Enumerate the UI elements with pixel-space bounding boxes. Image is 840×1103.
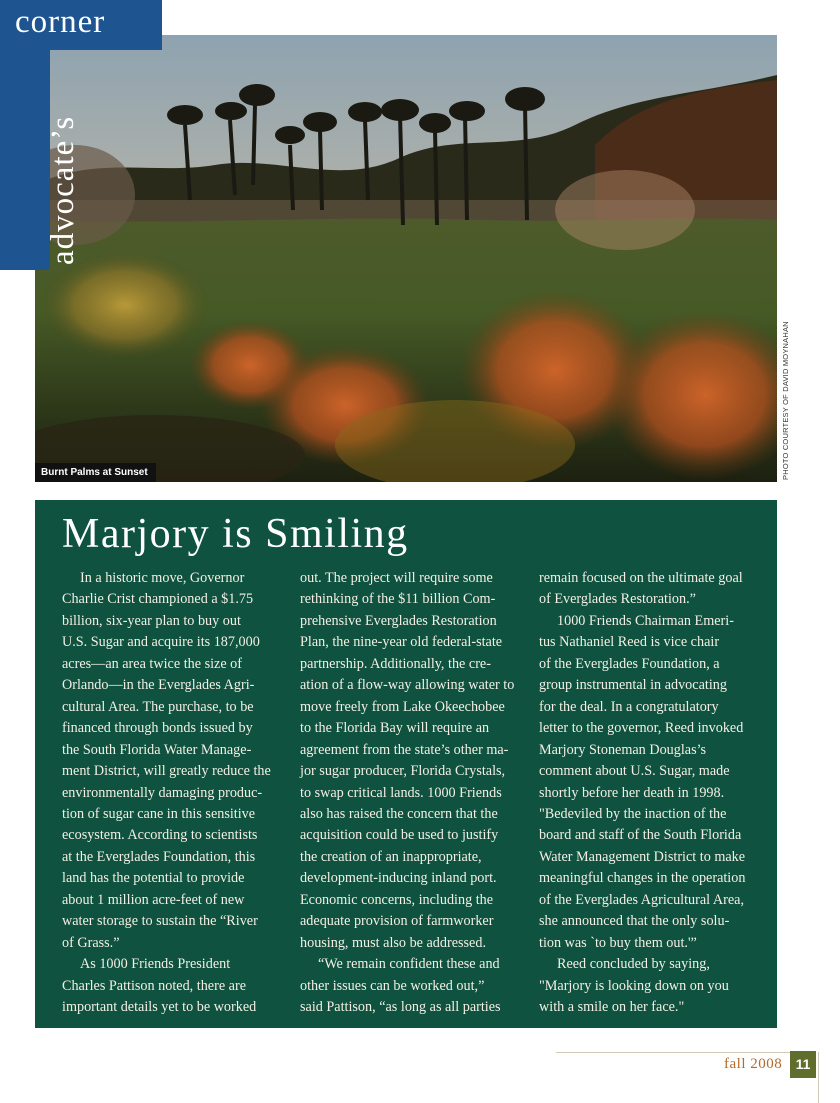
text-line: U.S. Sugar and acquire its 187,000 (62, 634, 260, 651)
paragraph (539, 611, 769, 954)
footer-rule (556, 1052, 816, 1053)
text-line: shortly before her death in 1998. (539, 784, 725, 801)
text-line: move freely from Lake Okeechobee (300, 698, 505, 715)
text-line: Orlando—in the Everglades Agri- (62, 677, 255, 694)
text-line: Reed concluded by saying, (557, 956, 710, 973)
text-line: group instrumental in advocating (539, 677, 727, 694)
text-line: cultural Area. The purchase, to be (62, 698, 254, 715)
article-column-1 (62, 568, 292, 1019)
text-line: Water Management District to make (539, 848, 746, 865)
text-line: prehensive Everglades Restoration (300, 612, 497, 629)
text-line: water storage to sustain the “River (62, 913, 258, 930)
text-line: out. The project will require some (300, 570, 493, 586)
text-line: Marjory Stoneman Douglas’s (539, 741, 707, 758)
text-line: with a smile on her face." (539, 999, 685, 1016)
article-title: Marjory is Smiling (62, 511, 409, 557)
text-line: acquisition could be used to justify (300, 827, 499, 844)
text-line: at the Everglades Foundation, this (62, 848, 256, 865)
text-line: important details yet to be worked (62, 999, 257, 1016)
text-line: meaningful changes in the operation (539, 870, 746, 887)
section-side-word: advocate’s (45, 115, 81, 265)
text-line: housing, must also be addressed. (300, 934, 486, 951)
text-line: partnership. Additionally, the cre- (300, 655, 491, 672)
page-number: 11 (790, 1051, 816, 1078)
text-line: In a historic move, Governor (80, 570, 245, 586)
text-line: the South Florida Water Manage- (62, 741, 252, 758)
landscape-photo (35, 35, 777, 482)
text-line: land has the potential to provide (62, 870, 245, 887)
text-line: Charlie Crist championed a $1.75 (62, 591, 254, 608)
text-line: board and staff of the South Florida (539, 827, 742, 844)
paragraph (62, 568, 292, 954)
article-column-2 (300, 568, 530, 1019)
paragraph (539, 568, 769, 611)
text-line: billion, six-year plan to buy out (62, 612, 241, 629)
text-line: about 1 million acre-feet of new (62, 891, 245, 908)
text-line: rethinking of the $11 billion Com- (300, 591, 496, 608)
footer-rule-vertical (818, 1052, 819, 1103)
article-column-3 (539, 568, 769, 1019)
text-line: ment District, will greatly reduce the (62, 763, 271, 780)
text-line: jor sugar producer, Florida Crystals, (300, 763, 506, 780)
photo-caption: Burnt Palms at Sunset (35, 463, 156, 482)
text-line: Plan, the nine-year old federal-state (300, 634, 503, 651)
text-line: remain focused on the ultimate goal (539, 570, 743, 586)
text-line: ation of a flow-way allowing water to (300, 677, 515, 694)
text-line: 1000 Friends Chairman Emeri- (557, 612, 734, 629)
text-line: she announced that the only solu- (539, 913, 730, 930)
text-line: "Bedeviled by the inaction of the (539, 805, 727, 822)
text-line: to swap critical lands. 1000 Friends (300, 784, 502, 801)
photo-credit: PHOTO COURTESY OF DAVID MOYNAHAN (781, 321, 790, 480)
text-line: other issues can be worked out,” (300, 977, 485, 994)
text-line: tion was `to buy them out.'” (539, 934, 697, 951)
text-line: comment about U.S. Sugar, made (539, 763, 730, 780)
text-line: As 1000 Friends President (80, 956, 231, 973)
paragraph (300, 568, 530, 954)
text-line: the creation of an inappropriate, (300, 848, 482, 865)
section-tab (0, 0, 162, 50)
text-line: tion of sugar cane in this sensitive (62, 805, 256, 822)
text-line: “We remain confident these and (318, 956, 500, 973)
paragraph (539, 954, 769, 1018)
text-line: of Everglades Restoration.” (539, 591, 696, 608)
text-line: "Marjory is looking down on you (539, 977, 729, 994)
text-line: to the Florida Bay will require an (300, 720, 490, 737)
text-line: environmentally damaging produc- (62, 784, 263, 801)
text-line: ecosystem. According to scientists (62, 827, 258, 844)
text-line: of Grass.” (62, 934, 120, 951)
text-line: letter to the governor, Reed invoked (539, 720, 744, 737)
text-line: tus Nathaniel Reed is vice chair (539, 634, 720, 651)
text-line: development-inducing inland port. (300, 870, 497, 887)
paragraph (300, 954, 530, 1018)
article-box (35, 500, 777, 1028)
text-line: financed through bonds issued by (62, 720, 253, 737)
text-line: adequate provision of farmworker (300, 913, 494, 930)
paragraph (62, 954, 292, 1018)
text-line: acres—an area twice the size of (62, 655, 242, 672)
section-side-band (0, 50, 50, 270)
text-line: said Pattison, “as long as all parties (300, 999, 501, 1016)
text-line: Economic concerns, including the (300, 891, 494, 908)
issue-season: fall 2008 (724, 1056, 783, 1072)
text-line: Charles Pattison noted, there are (62, 977, 246, 994)
text-line: of the Everglades Foundation, a (539, 655, 720, 672)
text-line: agreement from the state’s other ma- (300, 741, 509, 758)
text-line: for the deal. In a congratulatory (539, 698, 719, 715)
text-line: also has raised the concern that the (300, 805, 498, 822)
text-line: of the Everglades Agricultural Area, (539, 891, 744, 908)
section-tab-word: corner (15, 4, 106, 40)
